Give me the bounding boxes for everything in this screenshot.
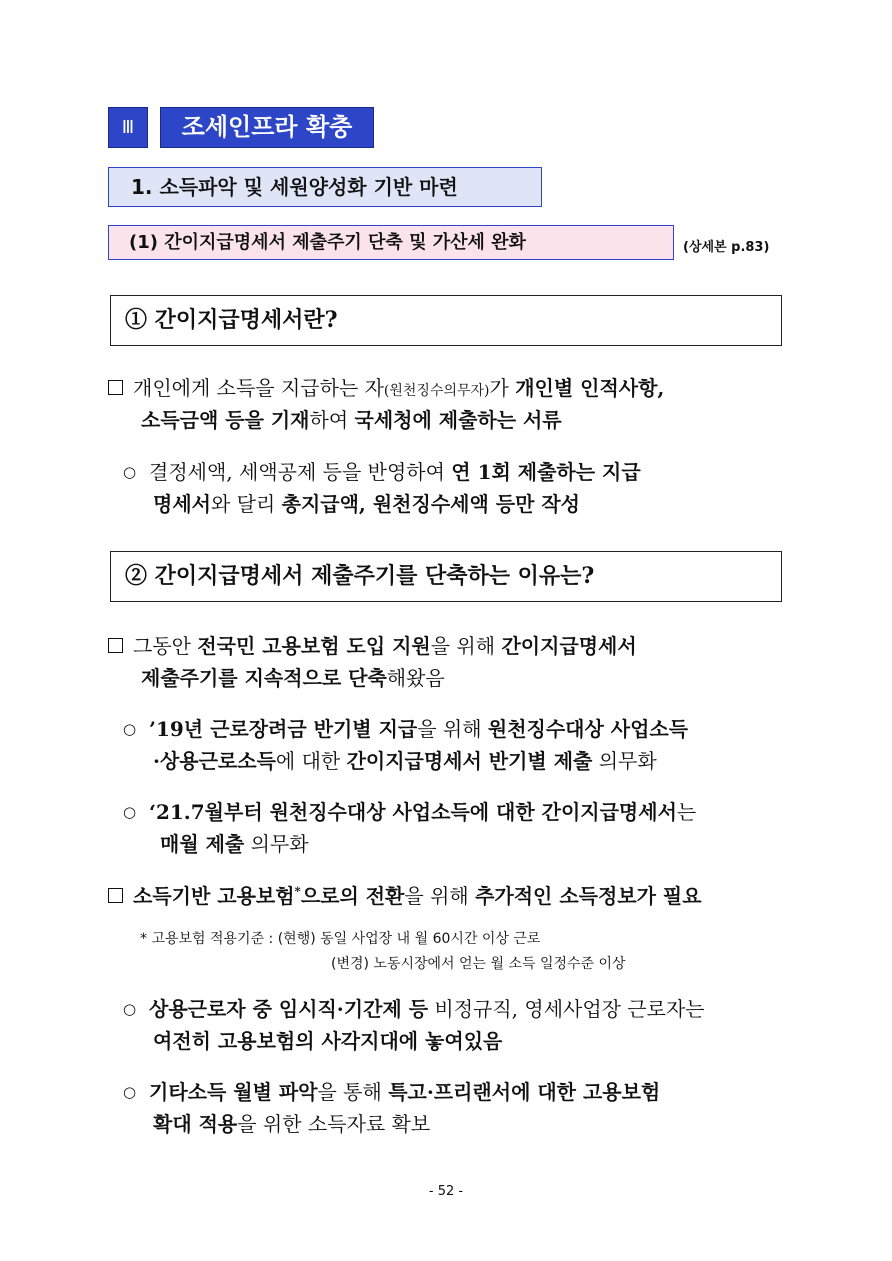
text: 총지급액, 원천징수세액 등만 작성 [281,492,580,516]
chapter-title: 조세인프라 확충 [160,107,374,148]
text: 간이지급명세서 반기별 제출 [346,749,593,773]
text: 을 통해 [317,1080,389,1104]
circle-bullet-icon: ○ [123,1000,137,1018]
text: 는 [676,800,697,824]
text: 추가적인 소득정보가 필요 [475,884,702,908]
paragraph-2-sub-2-line-2 [160,832,309,856]
text: 개인에게 소득을 지급하는 자 [133,376,384,400]
square-bullet-icon [108,888,123,903]
page-reference: (상세본 p.83) [683,240,770,255]
text: 의무화 [592,749,657,773]
text: 에 대한 [275,749,347,773]
text: 매월 제출 [160,832,245,856]
subsection-title: (1) 간이지급명세서 제출주기 단축 및 가산세 완화 [108,225,674,260]
text: 소득기반 고용보험 [133,884,295,908]
text: ’19년 근로장려금 반기별 지급 [149,717,418,741]
text: 개인별 인적사항, [515,376,665,400]
text: 전국민 고용보험 도입 지원 [197,634,431,658]
circle-bullet-icon: ○ [123,1083,137,1101]
paragraph-2-line-2 [141,666,445,690]
text: 간이지급명세서 [501,634,637,658]
paragraph-3-sub-1-line-1 [123,997,705,1021]
text: 기타소득 월별 파악 [149,1080,318,1104]
circle-bullet-icon: ○ [123,803,137,821]
paragraph-1-line-1 [108,376,664,400]
text: 으로의 전환 [300,884,405,908]
text: 하여 [309,408,355,432]
text: 해왔음 [386,666,445,690]
circle-bullet-icon: ○ [123,463,137,481]
paragraph-2-line-1 [108,634,637,658]
question-box-1 [110,295,782,346]
text: 원천징수대상 사업소득 [487,717,689,741]
text: 을 위해 [430,634,502,658]
text: 그동안 [133,634,198,658]
text: 결정세액, 세액공제 등을 반영하여 [149,460,452,484]
text: 상용근로자 중 임시직·기간제 등 [149,997,429,1021]
text: 특고·프리랜서에 대한 고용보험 [388,1080,661,1104]
text: 와 달리 [210,492,282,516]
text: 을 위한 소득자료 확보 [237,1112,431,1136]
text: 국세청에 제출하는 서류 [354,408,562,432]
footnote-line-1: * 고용보험 적용기준 : (현행) 동일 사업장 내 월 60시간 이상 근로 [140,931,541,947]
question-2-title: ② 간이지급명세서 제출주기를 단축하는 이유는? [125,563,595,589]
paragraph-2-sub-2-line-1 [123,800,696,824]
page-number: - 52 - [428,1184,464,1199]
text: 가 [489,376,516,400]
paragraph-3-sub-2-line-1 [123,1080,660,1104]
question-box-2 [110,551,782,602]
text: 명세서 [153,492,211,516]
paragraph-1-sub-line-1 [123,460,641,484]
paragraph-1-line-2 [141,408,562,432]
text: 제출주기를 지속적으로 단축 [141,666,387,690]
text: 을 위해 [417,717,488,741]
text: (원천징수의무자) [383,383,490,399]
paragraph-3-sub-2-line-2 [153,1112,430,1136]
text: ‘21.7월부터 원천징수대상 사업소득에 대한 간이지급명세서 [149,800,677,824]
footnote-line-2: (변경) 노동시장에서 얻는 월 소득 일정수준 이상 [331,956,626,972]
text: 의무화 [244,832,309,856]
text: 을 위해 [404,884,476,908]
circle-bullet-icon: ○ [123,720,137,738]
text: 확대 적용 [153,1112,238,1136]
paragraph-2-sub-1-line-1 [123,717,688,741]
paragraph-2-sub-1-line-2 [153,749,657,773]
text: 여전히 고용보험의 사각지대에 놓여있음 [153,1029,503,1053]
paragraph-3-line-1 [108,884,702,908]
paragraph-3-sub-1-line-2 [153,1029,502,1053]
square-bullet-icon [108,638,123,653]
footnote-marker: * [294,884,301,899]
text: ·상용근로소득 [153,749,276,773]
text: 비정규직, 영세사업장 근로자는 [428,997,705,1021]
section-title: 1. 소득파악 및 세원양성화 기반 마련 [108,167,542,207]
text: 연 1회 제출하는 지급 [451,460,641,484]
chapter-number-badge: Ⅲ [108,107,148,148]
question-1-title: ① 간이지급명세서란? [125,307,338,333]
paragraph-1-sub-line-2 [153,492,580,516]
square-bullet-icon [108,380,123,395]
text: 소득금액 등을 기재 [141,408,310,432]
